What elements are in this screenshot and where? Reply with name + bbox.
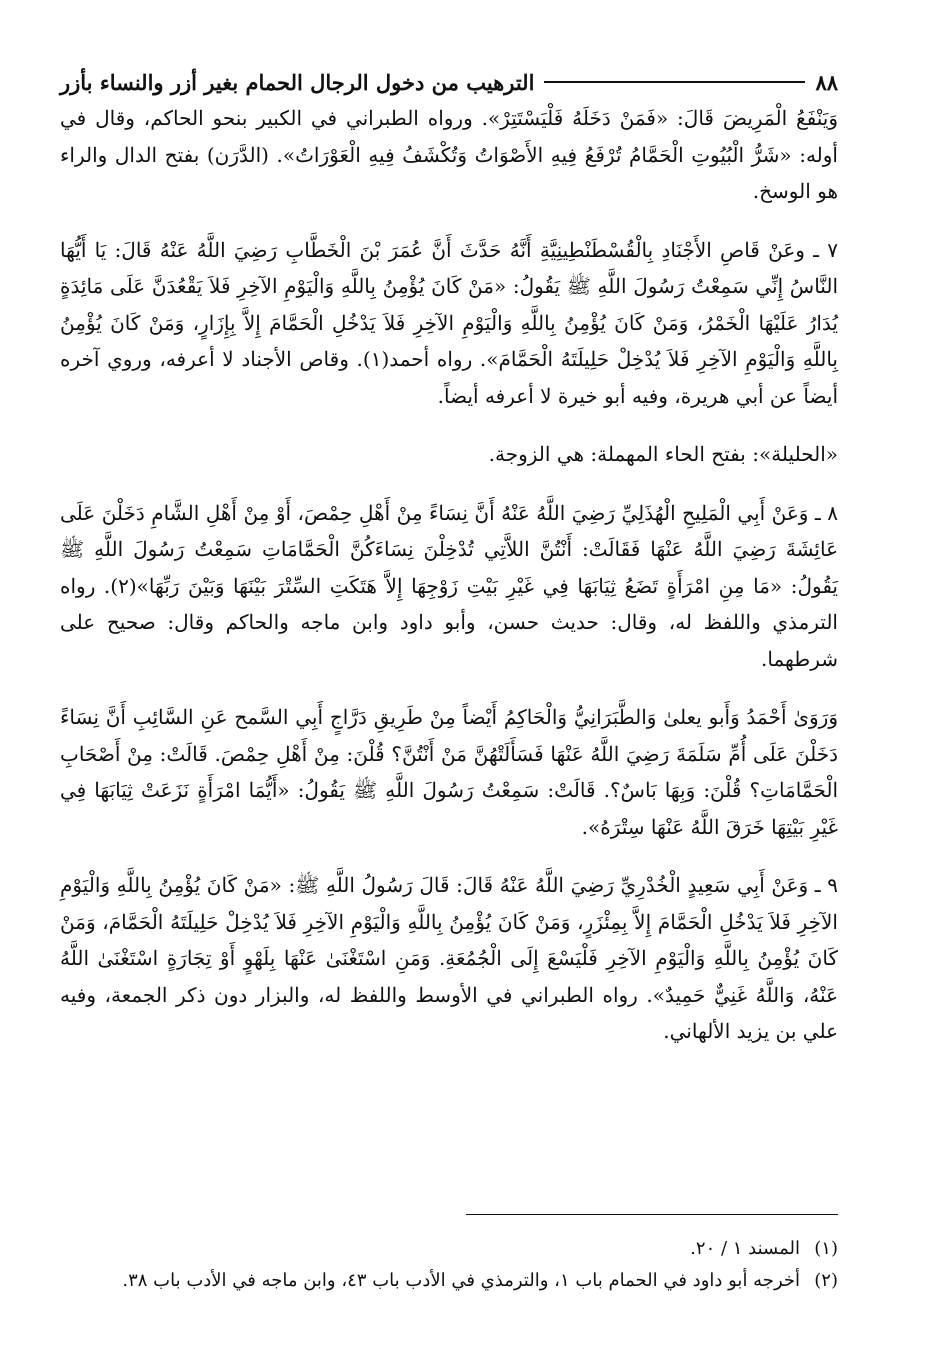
hadith-7: ٧ ـ وعَنْ قَاصِ الأَجْنَادِ بِالْقُسْطَنْطِينِيَّةِ أَنَّهُ حَدَّثَ أَنَّ عُمَرَ بْنَ الْخَطَّابِ رَضِيَ اللَّهُ عَنْهُ قَالَ: يَا أَيُّهَا النَّاسُ إِنِّي سَمِعْتُ رَسُولَ اللَّهِ ﷺ يَقُولُ: «مَنْ كَانَ يُؤْمِنُ بِاللَّهِ وَالْيَوْمِ الآخِرِ فَلاَ يَقْعُدَنَّ عَلَى مَائِدَةٍ يُدَارُ عَلَيْهَا الْخَمْرُ، وَمَنْ كَانَ يُؤْمِنُ بِاللَّهِ وَالْيَوْمِ الآخِرِ فَلاَ يَدْخُلِ الْحَمَّامَ إِلاَّ بِإِزَارٍ، وَمَنْ كَانَ يُؤْمِنُ بِاللَّهِ وَالْيَوْمِ الآخِرِ فَلاَ يُدْخِلْ حَلِيلَتَهُ الْحَمَّامَ». رواه أحمد(١). وقاص الأجناد لا أعرفه، وروي آخره أيضاً عن أبي هريرة، وفيه أبو خيرة لا أعرفه أيضاً.	[60, 237, 839, 408]
definition-halila: «الحليلة»: بفتح الحاء المهملة: هي الزوجة.	[488, 442, 838, 466]
footnotes	[60, 1214, 838, 1297]
footnote-number: (١)	[814, 1238, 838, 1259]
hadith-8: ٨ ـ وَعَنْ أَبِي الْمَلِيحِ الْهُذَلِيِّ رَضِيَ اللَّهُ عَنْهُ أَنَّ نِسَاءً مِنْ أَهْلِ حِمْصَ، أَوْ مِنْ أَهْلِ الشَّامِ دَخَلْنَ عَلَى عَائِشَةَ رَضِيَ اللَّهُ عَنْهَا فَقَالَتْ: أَنْتُنَّ اللاَّتِي تُدْخِلْنَ نِسَاءَكُنَّ الْحَمَّامَاتِ سَمِعْتُ رَسُولَ اللَّهِ ﷺ يَقُولُ: «مَا مِنِ امْرَأَةٍ تَضَعُ ثِيَابَهَا فِي غَيْرِ بَيْتِ زَوْجِهَا إِلاَّ هَتَكَتِ السِّتْرَ بَيْنَهَا وَبَيْنَ رَبِّهَا»(٢). رواه الترمذي واللفظ له، وقال: حديث حسن، وأبو داود وابن ماجه والحاكم وقال: صحيح على شرطهما.	[60, 500, 838, 671]
body-text	[60, 100, 838, 1050]
footnote-2	[60, 1265, 838, 1297]
footnote-1	[60, 1233, 838, 1265]
footnote-text: أخرجه أبو داود في الحمام باب ١، والترمذي في الأدب باب ٤٣، وابن ماجه في الأدب باب ٣٨.	[122, 1270, 800, 1291]
footnote-rule	[466, 1214, 838, 1215]
footnote-text: المسند ١ / ٢٠.	[690, 1238, 800, 1259]
page-number: ٨٨	[815, 69, 838, 95]
page	[60, 64, 838, 1354]
running-header	[60, 64, 838, 100]
running-title: الترهيب من دخول الرجال الحمام بغير أزر والنساء بأزر	[60, 69, 535, 95]
hadith-8-variant: وَرَوَىٰ أَحْمَدُ وَأَبو يعلىٰ وَالطَّبَرَانِيُّ وَالْحَاكِمُ أَيْضاً مِنْ طَرِيقِ دَرَّاجٍ أَبِي السَّمح عَنِ السَّائِبِ أَنَّ نِسَاءً دَخَلْنَ عَلَى أُمِّ سَلَمَةَ رَضِيَ اللَّهُ عَنْهَا فَسَأَلَتْهُنَّ مَنْ أَنْتُنَّ؟ قُلْنَ: مِنْ أَهْلِ حِمْصَ. قَالَتْ: مِنْ أَصْحَابِ الْحَمَّامَاتِ؟ قُلْنَ: وَبِهَا بَاسٌ؟. قَالَتْ: سَمِعْتُ رَسُولَ اللَّهِ ﷺ يَقُولُ: «أَيُّمَا امْرَأَةٍ نَزَعَتْ ثِيَابَهَا فِي غَيْرِ بَيْتِهَا خَرَقَ اللَّهُ عَنْهَا سِتْرَهُ».	[60, 705, 838, 839]
paragraph-1: وَيَنْفَعُ الْمَرِيضَ قَالَ: «فَمَنْ دَخَلَهُ فَلْيَسْتَتِرْ». ورواه الطبراني في الكبير بنحو الحاكم، وقال في أوله: «شَرُّ الْبُيُوتِ الْحَمَّامُ تُرْفَعُ فِيهِ الأَصْوَاتُ وَتُكْشَفُ فِيهِ الْعَوْرَاتُ». (الدَّرَن) بفتح الدال والراء هو الوسخ.	[60, 106, 838, 203]
footnote-number: (٢)	[814, 1270, 838, 1291]
hadith-9: ٩ ـ وَعَنْ أَبِي سَعِيدٍ الْخُدْرِيِّ رَضِيَ اللَّهُ عَنْهُ قَالَ: قَالَ رَسُولُ اللَّهِ ﷺ: «مَنْ كَانَ يُؤْمِنُ بِاللَّهِ وَالْيَوْمِ الآخِرِ فَلاَ يَدْخُلِ الْحَمَّامَ إِلاَّ بِمِئْزَرٍ، وَمَنْ كَانَ يُؤْمِنُ بِاللَّهِ وَالْيَوْمِ الآخِرِ فَلاَ يُدْخِلْ حَلِيلَتَهُ الْحَمَّامَ، وَمَنْ كَانَ يُؤْمِنُ بِاللَّهِ وَالْيَوْمِ الآخِرِ فَلْيَسْعَ إِلَى الْجُمُعَةِ. وَمَنِ اسْتَغْنَىٰ عَنْهَا بِلَهْوٍ أَوْ تِجَارَةٍ اسْتَغْنَىٰ اللَّهُ عَنْهُ، وَاللَّهُ غَنِيٌّ حَمِيدٌ». رواه الطبراني في الأوسط واللفظ له، والبزار دون ذكر الجمعة، وفيه علي بن يزيد الألهاني.	[60, 873, 838, 1043]
header-rule	[544, 81, 805, 83]
